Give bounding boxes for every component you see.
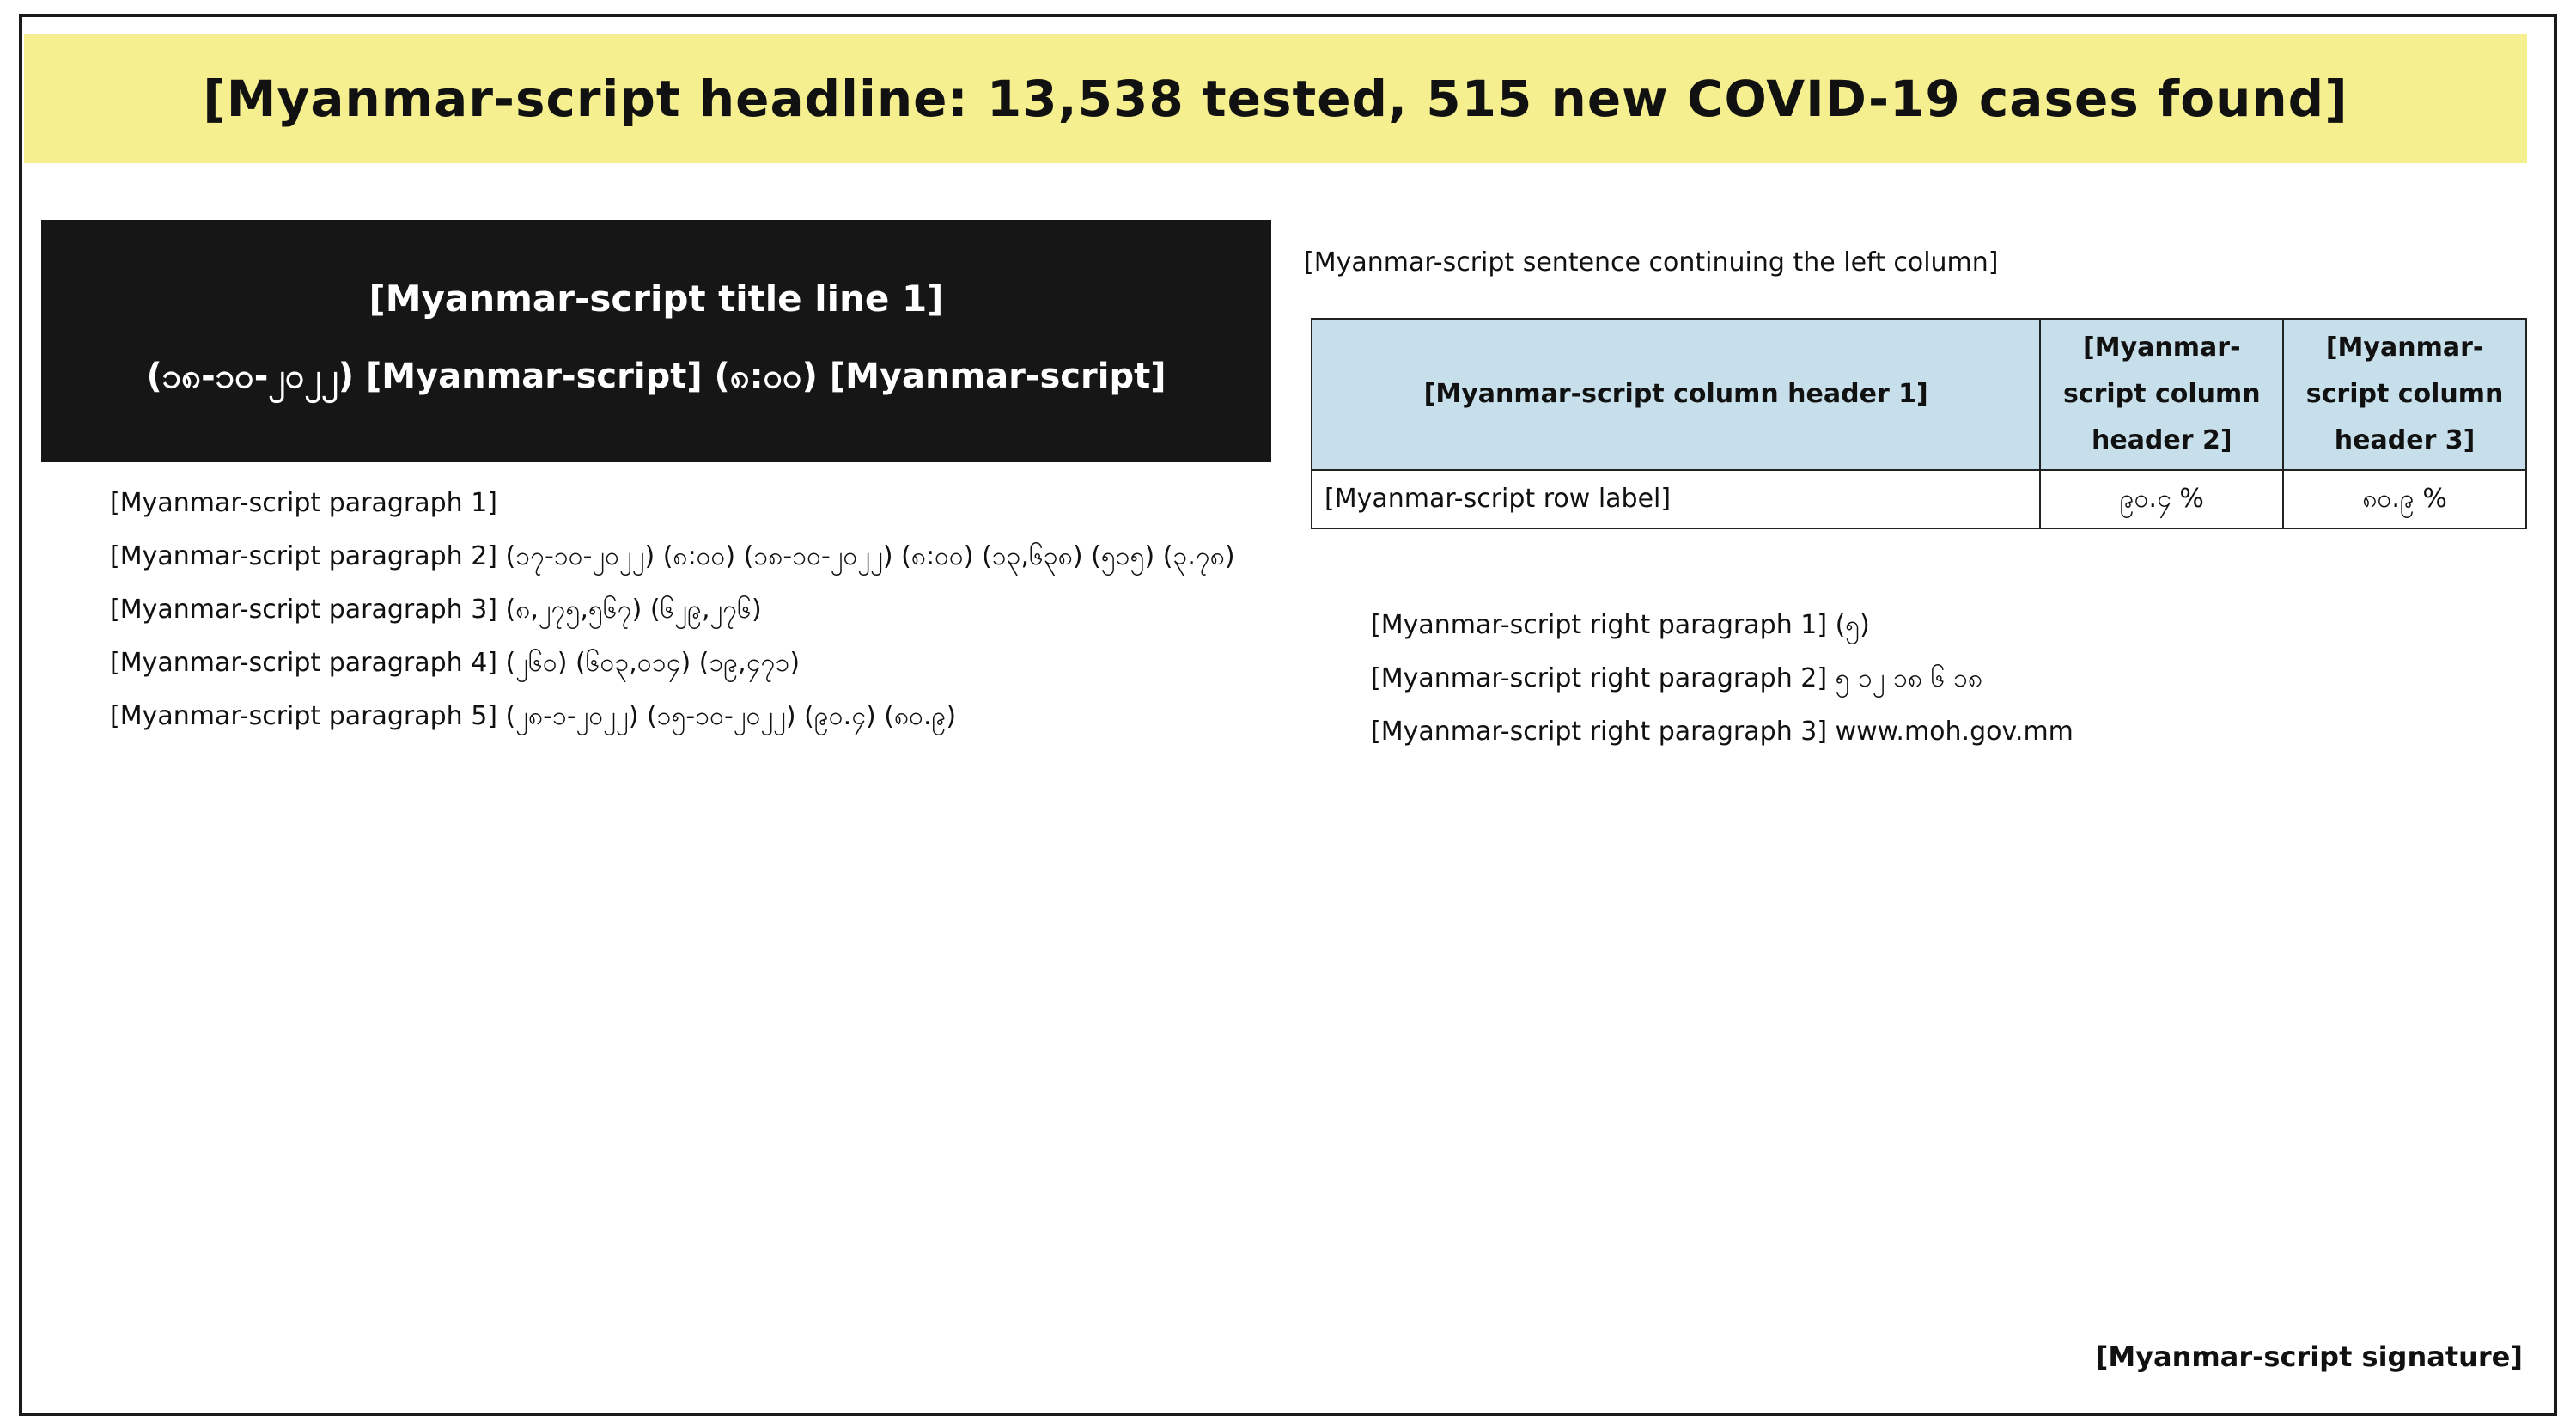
left-paragraph-2: [Myanmar-script paragraph 2] (၁၇-၁၀-၂၀၂၂) (၈:၀၀) (၁၈-၁၀-၂၀၂၂) (၈:၀၀) (၁၃,၆၃၈) (၅၁၅) (၃.၇၈) bbox=[110, 541, 1235, 571]
right-intro-text: [Myanmar-script sentence continuing the left column] bbox=[1304, 247, 1999, 278]
left-paragraph-4: [Myanmar-script paragraph 4] (၂၆၀) (၆၀၃,၀၁၄) (၁၉,၄၇၁) bbox=[110, 648, 801, 678]
right-column-intro bbox=[1304, 239, 2530, 292]
left-column bbox=[50, 479, 1263, 746]
left-paragraph-5: [Myanmar-script paragraph 5] (၂၈-၁-၂၀၂၂) (၁၅-၁၀-၂၀၂၂) (၉၀.၄) (၈၀.၉) bbox=[110, 701, 957, 731]
table-header-row bbox=[1312, 319, 2526, 470]
title-box bbox=[41, 220, 1271, 462]
table-cell-deaths: ၈၀.၉ % bbox=[2283, 470, 2526, 528]
left-paragraph-1: [Myanmar-script paragraph 1] bbox=[110, 488, 498, 518]
right-paragraph-1: [Myanmar-script right paragraph 1] (၅) bbox=[1371, 610, 1870, 640]
table-cell-infected: ၉၀.၄ % bbox=[2040, 470, 2283, 528]
signature: [Myanmar-script signature] bbox=[2095, 1340, 2523, 1373]
table-header-deaths: [Myanmar-script column header 3] bbox=[2283, 319, 2526, 470]
vaccination-stats-table bbox=[1311, 318, 2527, 529]
right-column-body bbox=[1311, 601, 2527, 761]
left-paragraph-3: [Myanmar-script paragraph 3] (၈,၂၇၅,၅၆၇) (၆၂၉,၂၇၆) bbox=[110, 595, 762, 625]
title-line-2: (၁၈-၁၀-၂၀၂၂) [Myanmar-script] (၈:၀၀) [Myanmar-script] bbox=[146, 357, 1166, 396]
right-paragraph-2: [Myanmar-script right paragraph 2] ၅ ၁၂ ၁၈ ၆ ၁၈ bbox=[1371, 663, 1983, 693]
table-header-infected: [Myanmar-script column header 2] bbox=[2040, 319, 2283, 470]
title-line-1: [Myanmar-script title line 1] bbox=[368, 278, 944, 320]
table-row-label: [Myanmar-script row label] bbox=[1312, 470, 2040, 528]
right-paragraph-3: [Myanmar-script right paragraph 3] www.moh.gov.mm bbox=[1371, 717, 2074, 747]
table-header-category: [Myanmar-script column header 1] bbox=[1312, 319, 2040, 470]
headline: [Myanmar-script headline: 13,538 tested, 515 new COVID-19 cases found] bbox=[24, 34, 2527, 163]
table-row bbox=[1312, 470, 2526, 528]
